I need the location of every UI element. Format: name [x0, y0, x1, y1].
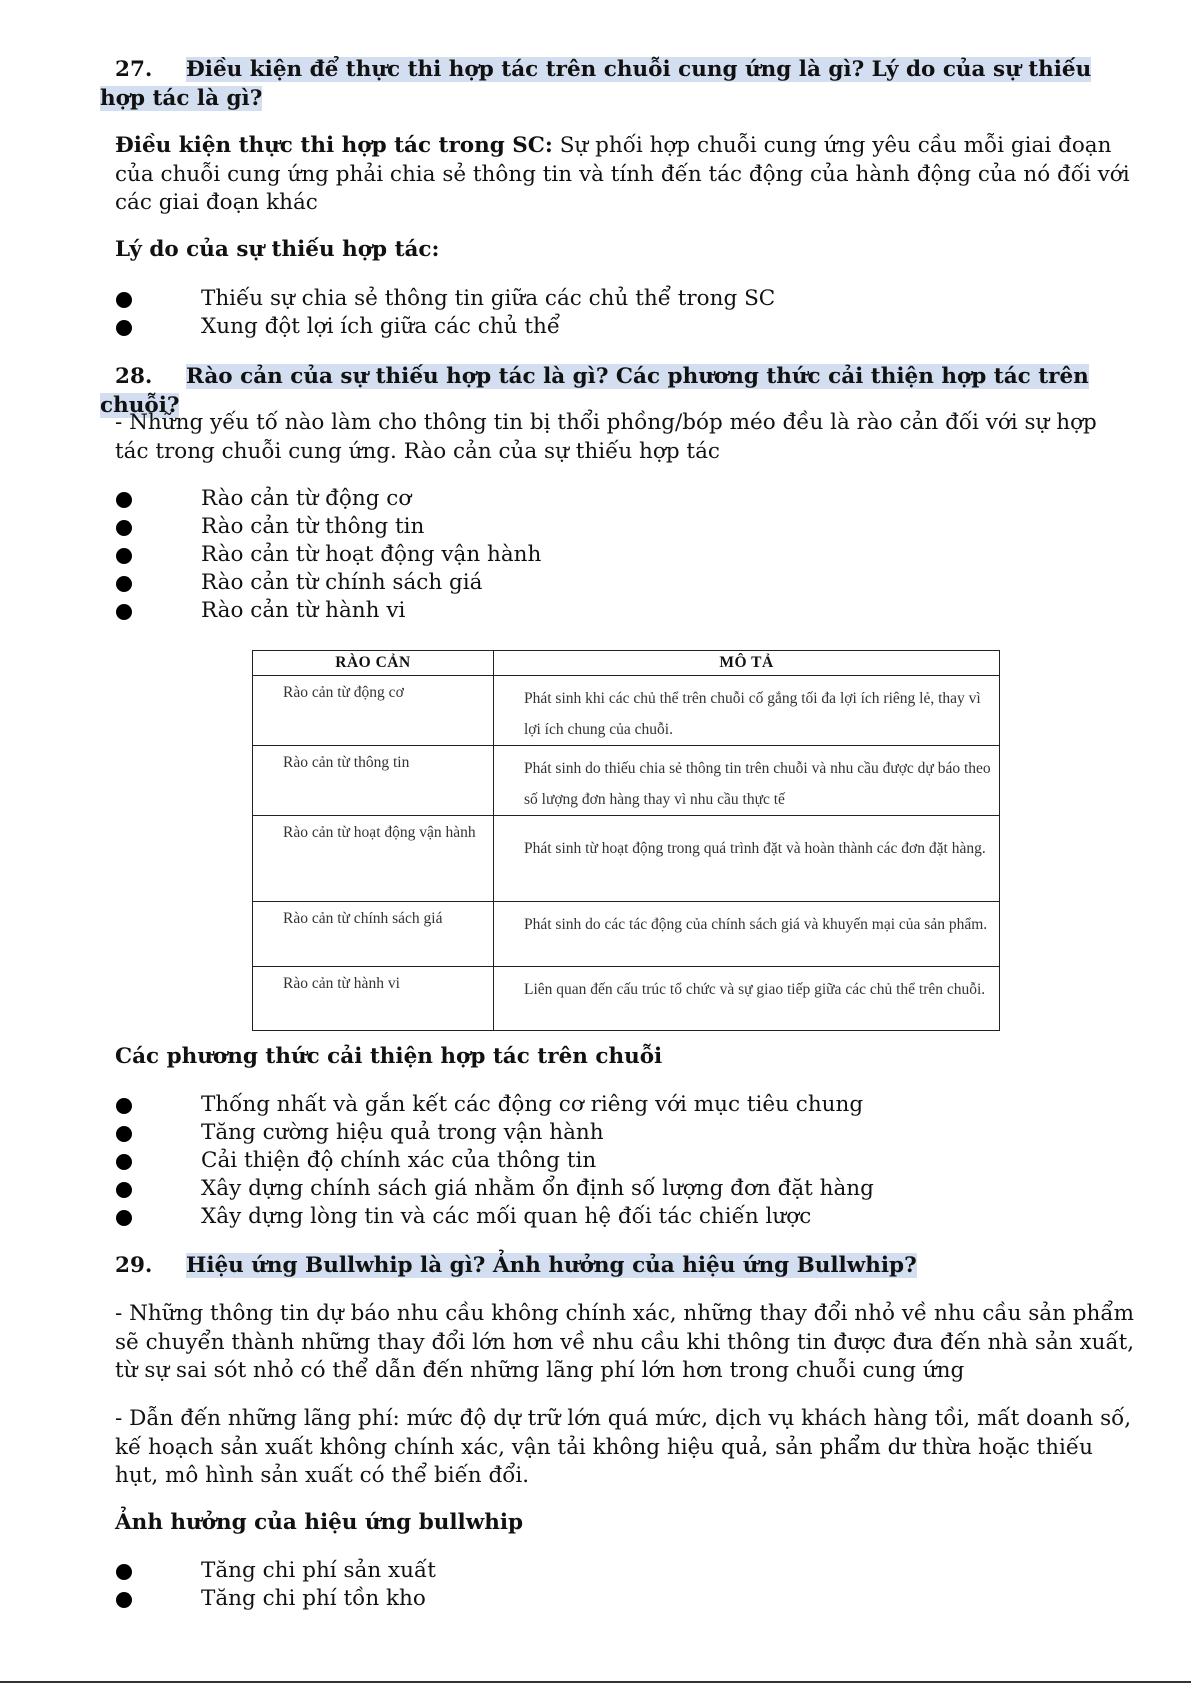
list-item: Rào cản từ hành vi [115, 597, 541, 625]
bullet-icon [116, 1182, 132, 1198]
list-item: Tăng chi phí sản xuất [115, 1557, 436, 1585]
barriers-table [252, 650, 1000, 1031]
table-cell-barrier: Rào cản từ hoạt động vận hành [253, 816, 494, 902]
list-item: Thiếu sự chia sẻ thông tin giữa các chủ thể trong SC [115, 285, 775, 313]
list-item: Rào cản từ chính sách giá [115, 569, 541, 597]
bullet-icon [116, 1126, 132, 1142]
q28-methods-list [115, 1091, 874, 1231]
bullet-icon [116, 520, 132, 536]
table-cell-description: Phát sinh khi các chủ thể trên chuỗi cố gắng tối đa lợi ích riêng lẻ, thay vì lợi ích chung của chuỗi. [494, 676, 1000, 746]
bullet-icon [116, 1592, 132, 1608]
list-item: Xây dựng lòng tin và các mối quan hệ đối tác chiến lược [115, 1203, 874, 1231]
question-27-title: Điều kiện để thực thi hợp tác trên chuỗi cung ứng là gì? Lý do của sự thiếu hợp tác là gì? [100, 57, 1092, 111]
list-item: Rào cản từ hoạt động vận hành [115, 541, 541, 569]
question-27-number: 27. [115, 57, 153, 82]
table-row [253, 902, 1000, 967]
table-cell-barrier: Rào cản từ chính sách giá [253, 902, 494, 967]
table-header-row [253, 651, 1000, 676]
list-item: Tăng chi phí tồn kho [115, 1585, 436, 1613]
bullet-icon [116, 1098, 132, 1114]
bullet-icon [116, 1210, 132, 1226]
list-item: Rào cản từ thông tin [115, 513, 541, 541]
q27-condition-paragraph [100, 132, 1135, 218]
table-cell-barrier: Rào cản từ động cơ [253, 676, 494, 746]
question-29-number: 29. [115, 1253, 153, 1278]
list-item: Cải thiện độ chính xác của thông tin [115, 1147, 874, 1175]
question-28-title: Rào cản của sự thiếu hợp tác là gì? Các phương thức cải thiện hợp tác trên chuỗi? [100, 364, 1089, 418]
table-header-barrier: RÀO CẢN [253, 651, 494, 676]
list-item: Xung đột lợi ích giữa các chủ thể [115, 313, 775, 341]
bullet-icon [116, 1154, 132, 1170]
table-row [253, 676, 1000, 746]
table-cell-barrier: Rào cản từ hành vi [253, 967, 494, 1031]
q27-reasons-list [115, 285, 775, 341]
table-header-description: MÔ TẢ [494, 651, 1000, 676]
q29-paragraph-1: - Những thông tin dự báo nhu cầu không chính xác, những thay đổi nhỏ về nhu cầu sản phẩm sẽ chuyển thành những thay đổi lớn hơn về nhu cầu khi thông tin được đưa đến nhà sản xuất, từ sự sai sót nhỏ có thể dẫn đến những lãng phí lớn hơn trong chuỗi cung ứng [115, 1301, 1135, 1383]
question-27-heading [100, 55, 1120, 113]
list-item: Thống nhất và gắn kết các động cơ riêng với mục tiêu chung [115, 1091, 874, 1119]
q27-condition-text: Sự phối hợp chuỗi cung ứng yêu cầu mỗi giai đoạn của chuỗi cung ứng phải chia sẻ thông tin và tính đến tác động của hành động của nó đối với các giai đoạn khác [115, 133, 1130, 215]
table-cell-barrier: Rào cản từ thông tin [253, 746, 494, 816]
table-cell-description: Phát sinh do các tác động của chính sách giá và khuyến mại của sản phẩm. [494, 902, 1000, 967]
q28-methods-heading: Các phương thức cải thiện hợp tác trên chuỗi [115, 1044, 663, 1069]
list-item: Rào cản từ động cơ [115, 485, 541, 513]
table-row [253, 816, 1000, 902]
table-row [253, 746, 1000, 816]
list-item: Xây dựng chính sách giá nhằm ổn định số lượng đơn đặt hàng [115, 1175, 874, 1203]
q29-effects-heading: Ảnh hưởng của hiệu ứng bullwhip [115, 1510, 524, 1535]
question-28-number: 28. [115, 364, 153, 389]
q29-effects-list [115, 1557, 436, 1613]
q28-intro-paragraph: - Những yếu tố nào làm cho thông tin bị thổi phồng/bóp méo đều là rào cản đối với sự hợp tác trong chuỗi cung ứng. Rào cản của sự thiếu hợp tác [115, 410, 1097, 464]
q29-paragraph-2: - Dẫn đến những lãng phí: mức độ dự trữ lớn quá mức, dịch vụ khách hàng tồi, mất doanh số, kế hoạch sản xuất không chính xác, vận tải không hiệu quả, sản phẩm dư thừa hoặc thiếu hụt, mô hình sản xuất có thể biến đổi. [115, 1406, 1132, 1488]
table-cell-description: Liên quan đến cấu trúc tổ chức và sự giao tiếp giữa các chủ thể trên chuỗi. [494, 967, 1000, 1031]
q27-condition-label: Điều kiện thực thi hợp tác trong SC: [115, 133, 553, 158]
table-row [253, 967, 1000, 1031]
question-29-heading [100, 1251, 1120, 1280]
list-item: Tăng cường hiệu quả trong vận hành [115, 1119, 874, 1147]
table-cell-description: Phát sinh do thiếu chia sẻ thông tin trên chuỗi và nhu cầu được dự báo theo số lượng đơn hàng thay vì nhu cầu thực tế [494, 746, 1000, 816]
question-29-title: Hiệu ứng Bullwhip là gì? Ảnh hưởng của hiệu ứng Bullwhip? [186, 1253, 917, 1278]
bullet-icon [116, 492, 132, 508]
q28-barriers-list [115, 485, 541, 625]
bullet-icon [116, 576, 132, 592]
bullet-icon [116, 604, 132, 620]
page-bottom-divider [0, 1681, 1191, 1683]
bullet-icon [116, 320, 132, 336]
bullet-icon [116, 1564, 132, 1580]
table-cell-description: Phát sinh từ hoạt động trong quá trình đặt và hoàn thành các đơn đặt hàng. [494, 816, 1000, 902]
bullet-icon [116, 548, 132, 564]
q27-reasons-heading: Lý do của sự thiếu hợp tác: [115, 237, 440, 262]
bullet-icon [116, 292, 132, 308]
